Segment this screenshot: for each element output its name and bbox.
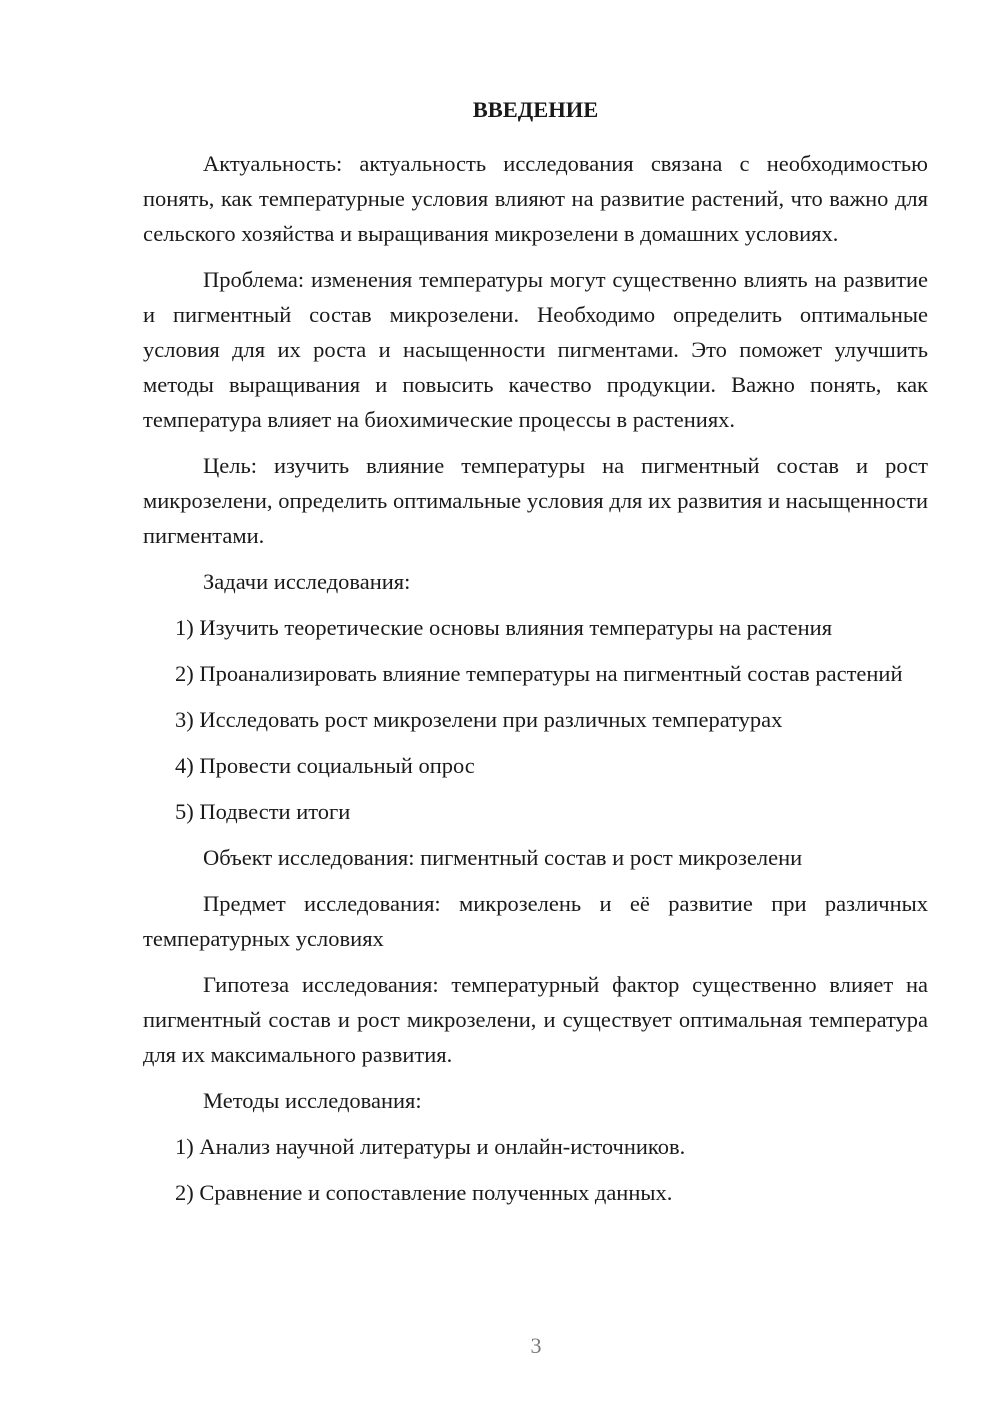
relevance-paragraph: Актуальность: актуальность исследования связана с необходимостью понять, как температурные условия влияют на развитие растений, что важно для сельского хозяйства и выращивания микрозелени в домашних условиях. — [143, 151, 928, 246]
document-page — [143, 94, 928, 1221]
methods-title: Методы исследования: — [203, 1088, 422, 1113]
object-paragraph: Объект исследования: пигментный состав и рост микрозелени — [203, 845, 803, 870]
task-item-5: 5) Подвести итоги — [175, 799, 351, 824]
goal-paragraph: Цель: изучить влияние температуры на пигментный состав и рост микрозелени, определить оптимальные условия для их развития и насыщенности пигментами. — [143, 453, 928, 548]
method-item-2: 2) Сравнение и сопоставление полученных данных. — [175, 1180, 673, 1205]
task-item-4: 4) Провести социальный опрос — [175, 753, 475, 778]
subject-paragraph: Предмет исследования: микрозелень и её развитие при различных температурных условиях — [143, 891, 928, 951]
hypothesis-paragraph: Гипотеза исследования: температурный фактор существенно влияет на пигментный состав и рост микрозелени, и существует оптимальная температура для их максимального развития. — [143, 972, 928, 1067]
task-item-2: 2) Проанализировать влияние температуры на пигментный состав растений — [175, 661, 903, 686]
problem-paragraph: Проблема: изменения температуры могут существенно влиять на развитие и пигментный состав микрозелени. Необходимо определить оптимальные условия для их роста и насыщенности пигментами. Это поможет улучшить методы выращивания и повысить качество продукции. Важно понять, как температура влияет на биохимические процессы в растениях. — [143, 267, 928, 432]
task-item-1: 1) Изучить теоретические основы влияния температуры на растения — [175, 615, 833, 640]
section-heading: ВВЕДЕНИЕ — [472, 97, 599, 122]
tasks-title: Задачи исследования: — [203, 569, 411, 594]
task-item-3: 3) Исследовать рост микрозелени при различных температурах — [175, 707, 783, 732]
method-item-1: 1) Анализ научной литературы и онлайн-источников. — [175, 1134, 686, 1159]
page-number: 3 — [530, 1333, 542, 1358]
